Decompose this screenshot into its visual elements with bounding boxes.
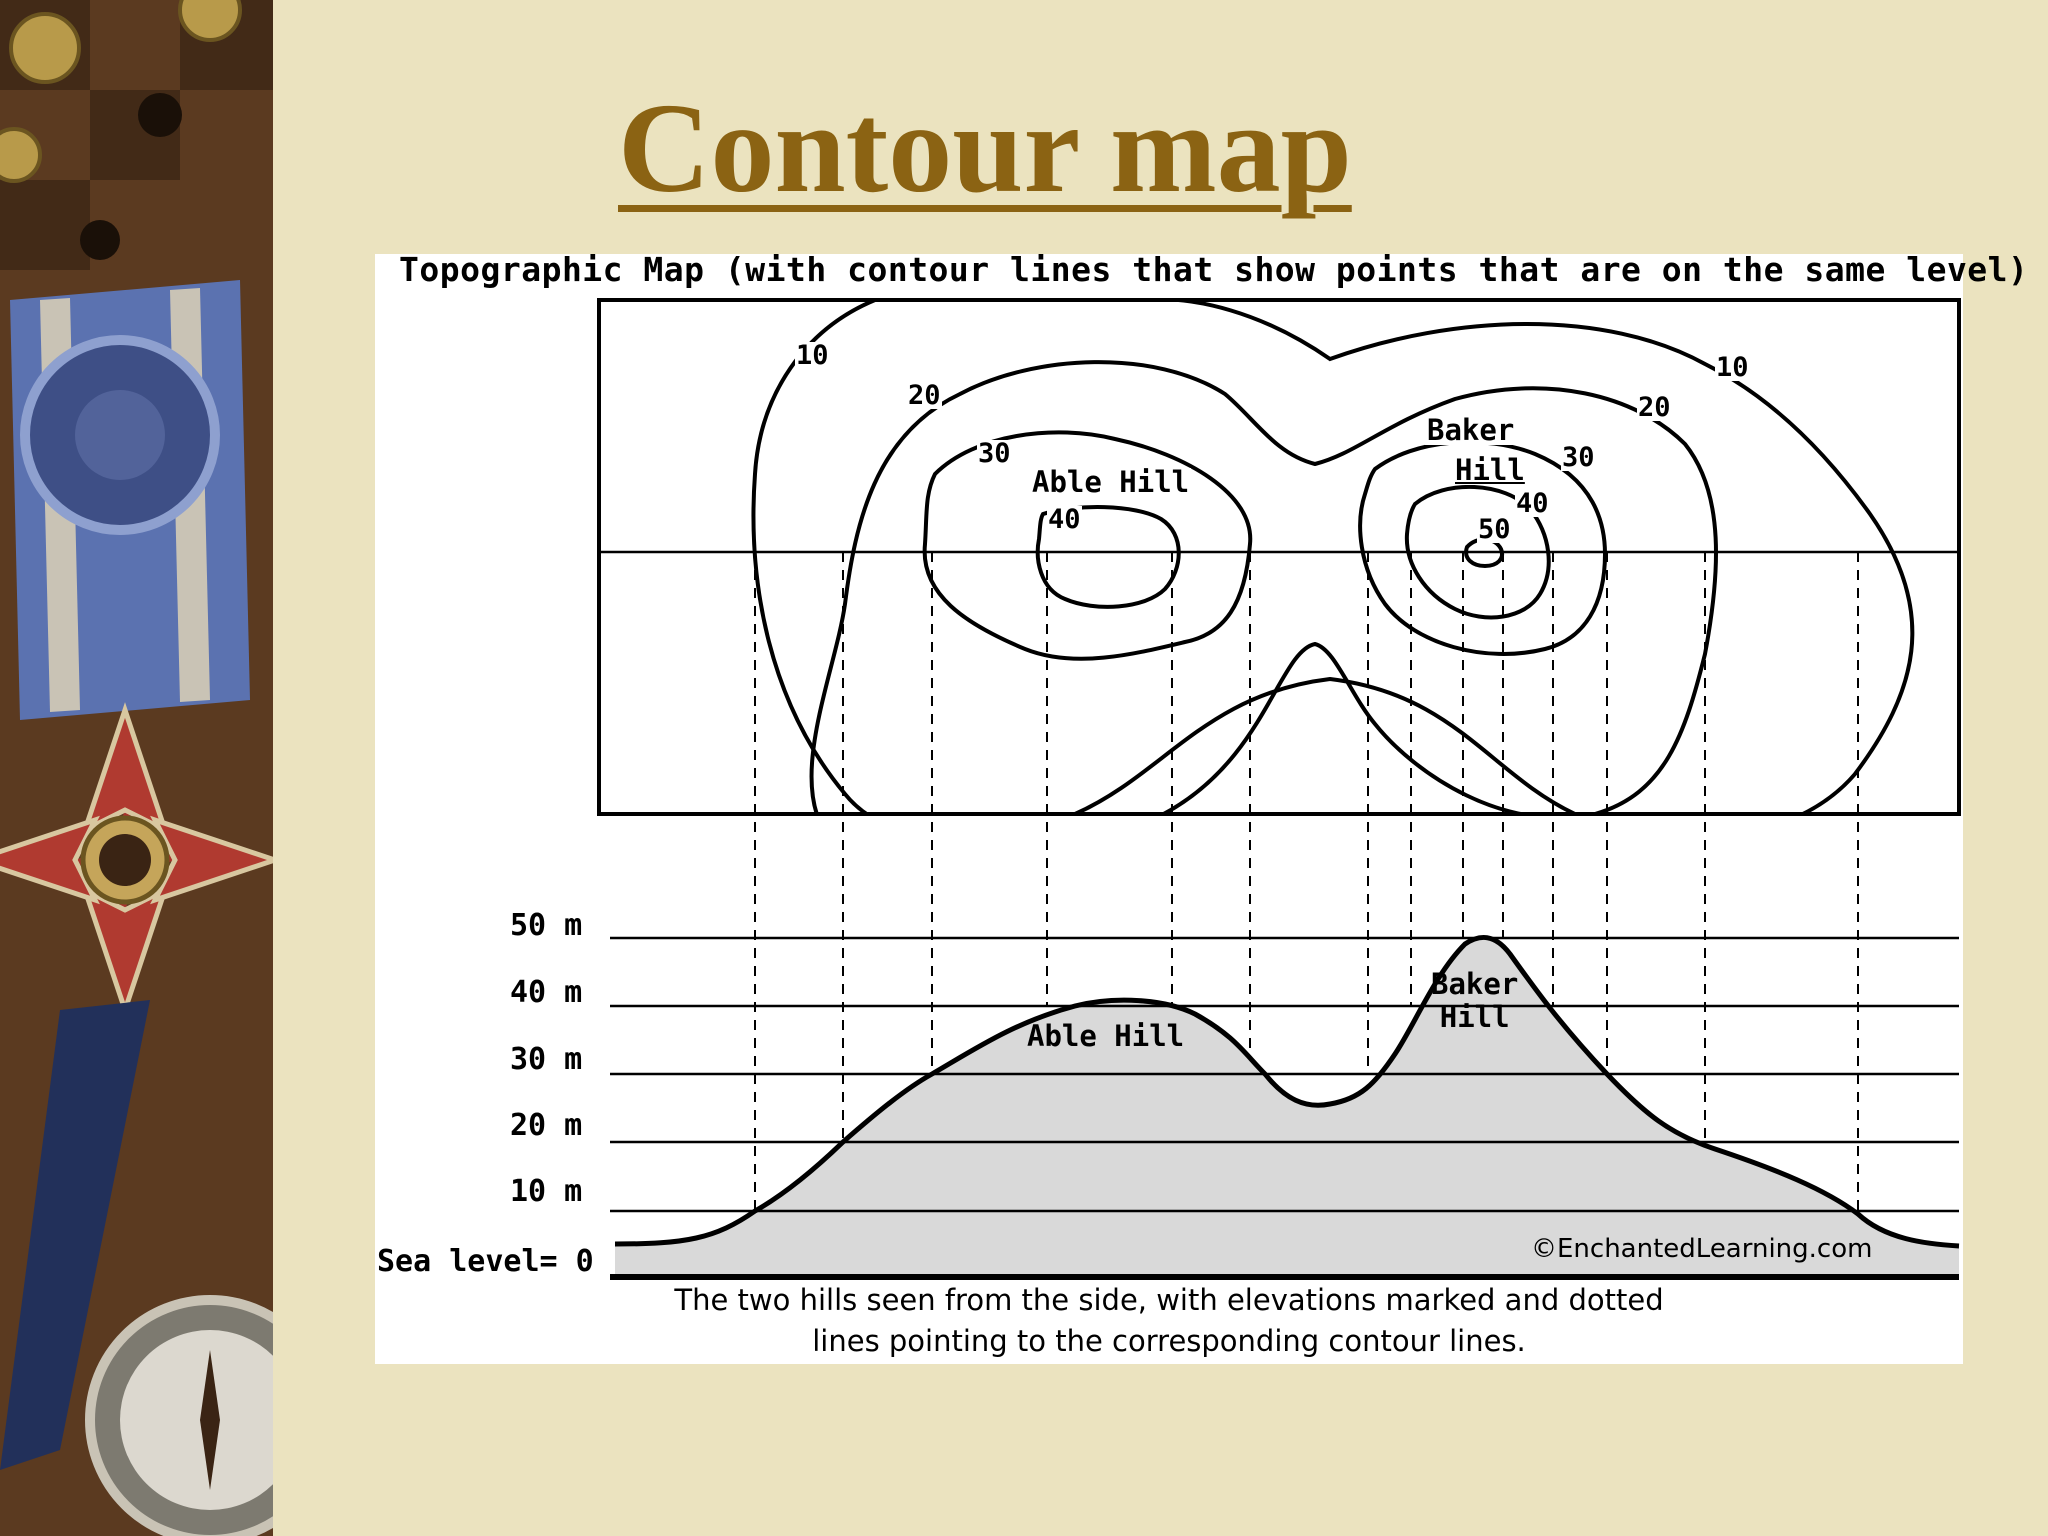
able-hill-map-label: Able Hill [1032, 465, 1190, 499]
elevation-label-10: 10 m [510, 1174, 583, 1209]
able-hill-profile-label: Able Hill [1027, 1019, 1185, 1053]
figure-caption-line1: The two hills seen from the side, with elevations marked and dotted [674, 1283, 1664, 1317]
contour-label-20-right: 20 [1638, 392, 1671, 423]
baker-hill-map-label-line2: Hill [1455, 453, 1525, 487]
figure-caption [375, 1280, 1963, 1361]
elevation-label-50: 50 m [510, 908, 583, 943]
medals-photo-illustration [0, 0, 273, 1536]
topographic-figure [375, 250, 2029, 1364]
elevation-label-40: 40 m [510, 975, 583, 1010]
contour-label-30-baker: 30 [1562, 442, 1595, 473]
contour-label-30-able: 30 [978, 438, 1011, 469]
contour-label-40-baker: 40 [1516, 488, 1549, 519]
figure-caption-line2: lines pointing to the corresponding contour lines. [812, 1323, 1526, 1358]
contour-label-20-left: 20 [908, 380, 941, 411]
slide-title: Contour map [618, 77, 1352, 219]
elevation-label-sea-level: Sea level= 0 [377, 1244, 594, 1279]
copyright-notice: ©EnchantedLearning.com [1531, 1234, 1873, 1264]
baker-hill-map-label-line1: Baker [1427, 413, 1515, 447]
topographic-diagram [375, 254, 1963, 1364]
figure-heading: Topographic Map (with contour lines that show points that are on the same level) [399, 250, 2029, 289]
elevation-label-20: 20 m [510, 1108, 583, 1143]
contour-label-50-baker: 50 [1478, 514, 1511, 545]
profile-silhouette [615, 937, 1959, 1277]
map-frame [599, 300, 1959, 814]
contour-label-10-right: 10 [1716, 352, 1749, 383]
decorative-photo-strip [0, 0, 273, 1536]
elevation-label-30: 30 m [510, 1042, 583, 1077]
contour-label-40-able: 40 [1048, 504, 1081, 535]
contour-label-10-left: 10 [796, 340, 829, 371]
baker-hill-profile-label: Baker Hill [1431, 967, 1519, 1035]
